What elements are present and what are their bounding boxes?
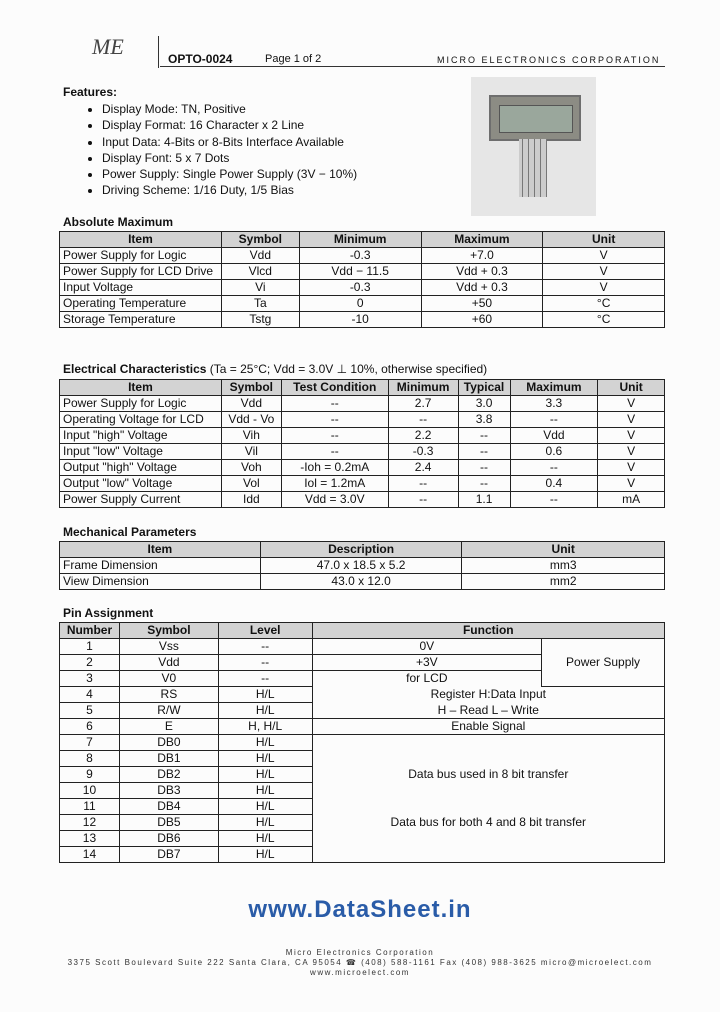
cell: Power Supply [542, 639, 665, 687]
cell: -- [218, 671, 312, 687]
cell: E [119, 719, 218, 735]
cell: V [543, 248, 665, 264]
cell: mm3 [462, 558, 665, 574]
cell: 1 [60, 639, 120, 655]
col-header: Minimum [299, 232, 421, 248]
cell: H/L [218, 687, 312, 703]
cell: 13 [60, 831, 120, 847]
cell: 0 [299, 296, 421, 312]
cell: Vil [221, 444, 281, 460]
cell: -- [388, 476, 458, 492]
cell: Data bus used in 8 bit transfer [312, 735, 664, 815]
pin-assignment-title: Pin Assignment [63, 606, 154, 620]
lcd-frame [489, 95, 581, 141]
col-header: Maximum [510, 380, 598, 396]
cell: 11 [60, 799, 120, 815]
cell: V0 [119, 671, 218, 687]
cell: -- [281, 428, 388, 444]
cell: DB4 [119, 799, 218, 815]
footer-website[interactable]: www.microelect.com [310, 968, 410, 977]
cell: 3.0 [458, 396, 510, 412]
col-header: Description [260, 542, 462, 558]
cell: 2.7 [388, 396, 458, 412]
cell: V [543, 264, 665, 280]
cell: Vih [221, 428, 281, 444]
cell: DB1 [119, 751, 218, 767]
cell: Output "high" Voltage [60, 460, 222, 476]
cell: -- [218, 639, 312, 655]
table-row [60, 280, 665, 296]
cell: Power Supply for Logic [60, 396, 222, 412]
cell: Vol [221, 476, 281, 492]
cell: -- [458, 428, 510, 444]
cell: H/L [218, 847, 312, 863]
cell: °C [543, 296, 665, 312]
cell: 3 [60, 671, 120, 687]
cell: Tstg [221, 312, 299, 328]
features-list [84, 101, 357, 199]
col-header: Symbol [221, 380, 281, 396]
cell: Power Supply for Logic [60, 248, 222, 264]
feature-item: • Display Font: 5 x 7 Dots [102, 150, 357, 166]
table-header-row [60, 232, 665, 248]
cell: Register H:Data Input [312, 687, 664, 703]
cell: V [543, 280, 665, 296]
cell: DB2 [119, 767, 218, 783]
cell: Power Supply Current [60, 492, 222, 508]
electrical-table [59, 379, 665, 508]
header-divider [158, 36, 159, 68]
cell: -10 [299, 312, 421, 328]
table-row [60, 703, 665, 719]
feature-item: • Input Data: 4-Bits or 8-Bits Interface Available [102, 134, 357, 150]
cell: V [598, 476, 665, 492]
cell: H/L [218, 751, 312, 767]
cell: -Ioh = 0.2mA [281, 460, 388, 476]
cell: H – Read L – Write [312, 703, 664, 719]
cell: 1.1 [458, 492, 510, 508]
col-header: Item [60, 542, 261, 558]
cell: -0.3 [299, 280, 421, 296]
cell: DB0 [119, 735, 218, 751]
table-row [60, 396, 665, 412]
col-header: Test Condition [281, 380, 388, 396]
table-row [60, 492, 665, 508]
table-row [60, 460, 665, 476]
pin-assignment-table [59, 622, 665, 863]
cell: 0V [312, 639, 542, 655]
cell: -- [510, 492, 598, 508]
cell: Input Voltage [60, 280, 222, 296]
col-header: Symbol [221, 232, 299, 248]
cell: -- [388, 412, 458, 428]
col-header: Number [60, 623, 120, 639]
cell: Idd [221, 492, 281, 508]
col-header: Function [312, 623, 664, 639]
cell: Output "low" Voltage [60, 476, 222, 492]
flex-cable [519, 139, 547, 197]
watermark-link[interactable]: www.DataSheet.in [248, 896, 472, 923]
absolute-maximum-title: Absolute Maximum [63, 215, 174, 229]
cell: V [598, 460, 665, 476]
table-row [60, 558, 665, 574]
cell: +3V [312, 655, 542, 671]
cell: 12 [60, 815, 120, 831]
company-logo: ME [92, 34, 124, 59]
table-row [60, 476, 665, 492]
cell: Vdd [221, 396, 281, 412]
table-row [60, 719, 665, 735]
cell: +7.0 [421, 248, 543, 264]
table-header-row [60, 623, 665, 639]
cell: V [598, 396, 665, 412]
cell: +50 [421, 296, 543, 312]
col-header: Item [60, 232, 222, 248]
cell: Vdd [119, 655, 218, 671]
cell: -- [458, 476, 510, 492]
feature-item: • Driving Scheme: 1/16 Duty, 1/5 Bias [102, 182, 357, 198]
cell: mA [598, 492, 665, 508]
cell: H/L [218, 799, 312, 815]
cell: Voh [221, 460, 281, 476]
feature-item: • Display Mode: TN, Positive [102, 101, 357, 117]
cell: -0.3 [299, 248, 421, 264]
table-row [60, 428, 665, 444]
footer-company: Micro Electronics Corporation [285, 948, 435, 957]
cell: 0.6 [510, 444, 598, 460]
col-header: Unit [598, 380, 665, 396]
table-row [60, 412, 665, 428]
cell: H/L [218, 831, 312, 847]
cell: Vdd - Vo [221, 412, 281, 428]
cell: Input "low" Voltage [60, 444, 222, 460]
cell: -- [458, 444, 510, 460]
cell: -- [218, 655, 312, 671]
col-header: Typical [458, 380, 510, 396]
lcd-module-photo [471, 77, 596, 216]
cell: 6 [60, 719, 120, 735]
cell: V [598, 428, 665, 444]
feature-item: • Power Supply: Single Power Supply (3V − 10%) [102, 166, 357, 182]
cell: 43.0 x 12.0 [260, 574, 462, 590]
cell: DB3 [119, 783, 218, 799]
col-header: Unit [462, 542, 665, 558]
cell: 2.4 [388, 460, 458, 476]
cell: H, H/L [218, 719, 312, 735]
cell: 0.4 [510, 476, 598, 492]
table-row [60, 248, 665, 264]
cell: Input "high" Voltage [60, 428, 222, 444]
cell: +60 [421, 312, 543, 328]
cell: °C [543, 312, 665, 328]
page-indicator: Page 1 of 2 [265, 53, 322, 65]
cell: mm2 [462, 574, 665, 590]
cell: 9 [60, 767, 120, 783]
electrical-subtitle: (Ta = 25°C; Vdd = 3.0V ⊥ 10%, otherwise specified) [209, 362, 488, 376]
col-header: Symbol [119, 623, 218, 639]
cell: DB7 [119, 847, 218, 863]
company-name: MICRO ELECTRONICS CORPORATION [437, 55, 661, 65]
cell: -0.3 [388, 444, 458, 460]
footer-address: 3375 Scott Boulevard Suite 222 Santa Clara, CA 95054 ☎ (408) 588-1161 Fax (408) 988-3625 micro@microelect.com [67, 958, 653, 967]
cell: 2 [60, 655, 120, 671]
cell: for LCD [312, 671, 542, 687]
cell: -- [281, 412, 388, 428]
cell: Vi [221, 280, 299, 296]
cell: Ta [221, 296, 299, 312]
cell: Enable Signal [312, 719, 664, 735]
cell: V [598, 412, 665, 428]
table-row [60, 312, 665, 328]
cell: Vdd = 3.0V [281, 492, 388, 508]
cell: Iol = 1.2mA [281, 476, 388, 492]
table-row [60, 687, 665, 703]
cell: H/L [218, 783, 312, 799]
cell: H/L [218, 815, 312, 831]
col-header: Minimum [388, 380, 458, 396]
absolute-maximum-table [59, 231, 665, 328]
cell: 14 [60, 847, 120, 863]
col-header: Item [60, 380, 222, 396]
cell: Vdd [510, 428, 598, 444]
cell: DB6 [119, 831, 218, 847]
cell: -- [281, 396, 388, 412]
cell: Storage Temperature [60, 312, 222, 328]
header-rule [160, 66, 665, 67]
cell: -- [510, 460, 598, 476]
cell: Vdd + 0.3 [421, 264, 543, 280]
cell: -- [281, 444, 388, 460]
cell: Data bus for both 4 and 8 bit transfer [312, 815, 664, 863]
cell: Operating Voltage for LCD [60, 412, 222, 428]
cell: 3.8 [458, 412, 510, 428]
table-row [60, 815, 665, 831]
cell: Frame Dimension [60, 558, 261, 574]
cell: H/L [218, 735, 312, 751]
cell: Vdd [221, 248, 299, 264]
cell: H/L [218, 767, 312, 783]
cell: 3.3 [510, 396, 598, 412]
cell: 2.2 [388, 428, 458, 444]
mechanical-title: Mechanical Parameters [63, 525, 197, 539]
cell: 4 [60, 687, 120, 703]
col-header: Unit [543, 232, 665, 248]
cell: -- [388, 492, 458, 508]
cell: H/L [218, 703, 312, 719]
cell: RS [119, 687, 218, 703]
part-number: OPTO-0024 [168, 52, 233, 66]
cell: R/W [119, 703, 218, 719]
cell: DB5 [119, 815, 218, 831]
feature-item: • Display Format: 16 Character x 2 Line [102, 117, 357, 133]
cell: 8 [60, 751, 120, 767]
table-header-row [60, 380, 665, 396]
table-row [60, 574, 665, 590]
cell: View Dimension [60, 574, 261, 590]
table-row [60, 296, 665, 312]
table-row [60, 264, 665, 280]
table-header-row [60, 542, 665, 558]
cell: -- [458, 460, 510, 476]
cell: 7 [60, 735, 120, 751]
electrical-title: Electrical Characteristics [63, 362, 207, 376]
table-row [60, 735, 665, 751]
col-header: Level [218, 623, 312, 639]
col-header: Maximum [421, 232, 543, 248]
cell: Power Supply for LCD Drive [60, 264, 222, 280]
table-row [60, 444, 665, 460]
cell: Operating Temperature [60, 296, 222, 312]
cell: V [598, 444, 665, 460]
lcd-glass [499, 105, 573, 133]
cell: 47.0 x 18.5 x 5.2 [260, 558, 462, 574]
electrical-title-line [63, 362, 487, 376]
table-row [60, 639, 665, 655]
cell: Vdd − 11.5 [299, 264, 421, 280]
features-title: Features: [63, 85, 118, 99]
cell: Vss [119, 639, 218, 655]
cell: 10 [60, 783, 120, 799]
cell: Vdd + 0.3 [421, 280, 543, 296]
cell: -- [510, 412, 598, 428]
cell: 5 [60, 703, 120, 719]
mechanical-table [59, 541, 665, 590]
cell: Vlcd [221, 264, 299, 280]
